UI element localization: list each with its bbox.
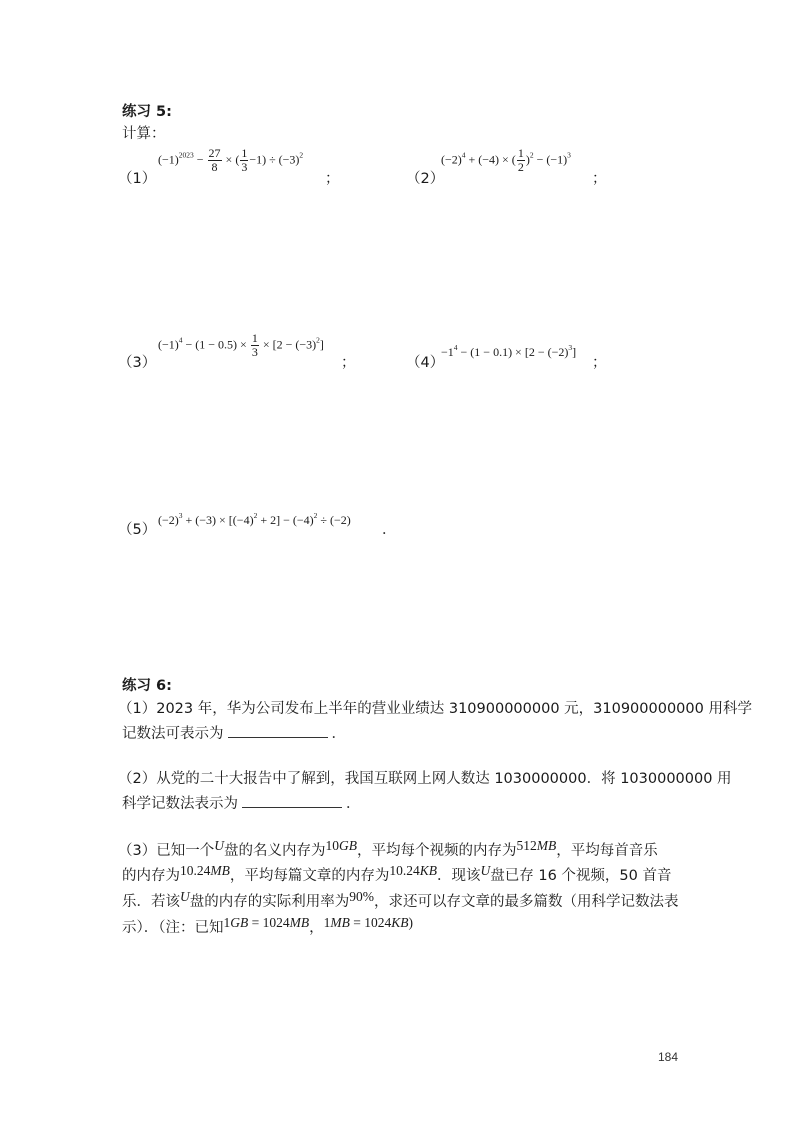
problem-1-punct: ； — [325, 171, 340, 187]
q1-answer-blank[interactable] — [228, 723, 328, 738]
q1-line2 — [122, 722, 346, 743]
problem-3-label: （3） — [118, 355, 157, 371]
q3-text: ，平均每篇文章的内存为 — [229, 868, 390, 884]
page-number: 184 — [658, 1050, 679, 1064]
q2-line2 — [122, 792, 361, 813]
q3-line4 — [122, 915, 413, 937]
math-10-24mb-num: 10.24 — [180, 863, 211, 878]
q3-text: ， — [309, 920, 324, 936]
math-10-24kb-num: 10.24 — [389, 863, 420, 878]
q3-text: 示）．（注：已知 — [122, 920, 224, 936]
q3-line2 — [122, 863, 672, 885]
math-10-24kb — [389, 863, 437, 878]
problem-5-label: （5） — [118, 522, 157, 538]
q2-line2-end: ． — [346, 796, 361, 812]
problem-2-expression: $(-2)^4 + (-4)$ × ( $\frac{1}{2}$ )$^2 - (-1)^3$ — [441, 146, 571, 174]
q3-text: ，平均每个视频的内存为 — [356, 843, 517, 859]
math-90-percent: 90% — [349, 889, 374, 904]
math-gb-mb-relation: 1GB = 1024MB — [223, 915, 310, 930]
math-10-24mb — [180, 863, 230, 878]
problem-2-punct: ； — [592, 171, 607, 187]
problem-4-punct: ； — [592, 355, 607, 371]
math-u-disk: U — [214, 838, 224, 853]
q1-line1: （1）2023 年，华为公司发布上半年的营业业绩达 310900000000 元，310900000000 用科学 — [118, 701, 752, 717]
q2-line2-text: 科学记数法表示为 — [122, 796, 238, 812]
math-10gb — [325, 838, 357, 853]
q2-line1: （2）从党的二十大报告中了解到，我国互联网上网人数达 1030000000．将 1030000000 用 — [118, 771, 732, 787]
math-10gb-unit: GB — [338, 838, 357, 853]
math-512mb-unit: MB — [536, 838, 557, 853]
math-10-24mb-unit: MB — [210, 863, 230, 878]
problem-1-expression: $(-1)^{2023}$ − $\frac{27}{8}$ × ( $\frac{1}{3}$ $-1) \div (-3)^2$ — [158, 146, 304, 174]
q3-text: 乐．若该 — [122, 894, 180, 910]
q1-line2-text: 记数法可表示为 — [122, 726, 224, 742]
exercise-5-instruction: 计算： — [122, 126, 166, 142]
q3-text: （3）已知一个 — [118, 843, 215, 859]
q3-text: ，平均每首音乐 — [556, 843, 658, 859]
problem-4-expression: $-1^4 - (1 - 0.1) \times [2 - (-2)^3]$ — [441, 343, 577, 359]
problem-3-expression: $(-1)^4 - (1 - 0.5)$ × $\frac{1}{3}$ × $[2 - (-3)^2]$ — [158, 331, 324, 359]
problem-5-expression: $(-2)^3 + (-3) \times [(-4)^2 + 2] - (-4)^2 \div (-2)$ — [158, 511, 351, 527]
problem-3-punct: ； — [341, 355, 356, 371]
math-u-disk: U — [480, 863, 491, 878]
q3-text: 盘的内存的实际利用率为 — [189, 894, 350, 910]
q3-text: 的内存为 — [122, 868, 180, 884]
q3-text: ，求还可以存文章的最多篇数（用科学记数法表 — [374, 894, 679, 910]
math-10gb-num: 10 — [325, 838, 339, 853]
q3-line1 — [118, 838, 658, 860]
q2-answer-blank[interactable] — [242, 793, 342, 808]
math-512mb — [516, 838, 556, 853]
problem-4-label: （4） — [406, 355, 445, 371]
math-mb-kb-relation: 1MB = 1024KB) — [323, 915, 414, 930]
math-512mb-num: 512 — [516, 838, 537, 853]
exercise-5-heading: 练习 5: — [122, 104, 172, 120]
q3-text: ．现该 — [437, 868, 481, 884]
problem-2-label: （2） — [406, 171, 445, 187]
q3-text: 盘的名义内存为 — [223, 843, 326, 859]
q3-line3 — [122, 889, 679, 911]
problem-1-label: （1） — [118, 171, 157, 187]
math-u-disk: U — [180, 889, 190, 904]
q3-text: 盘已存 16 个视频，50 首音 — [490, 868, 672, 884]
q1-line2-end: ． — [331, 726, 346, 742]
exercise-6-heading: 练习 6: — [122, 678, 172, 694]
problem-5-punct: ． — [382, 522, 397, 538]
math-10-24kb-unit: KB — [419, 863, 438, 878]
